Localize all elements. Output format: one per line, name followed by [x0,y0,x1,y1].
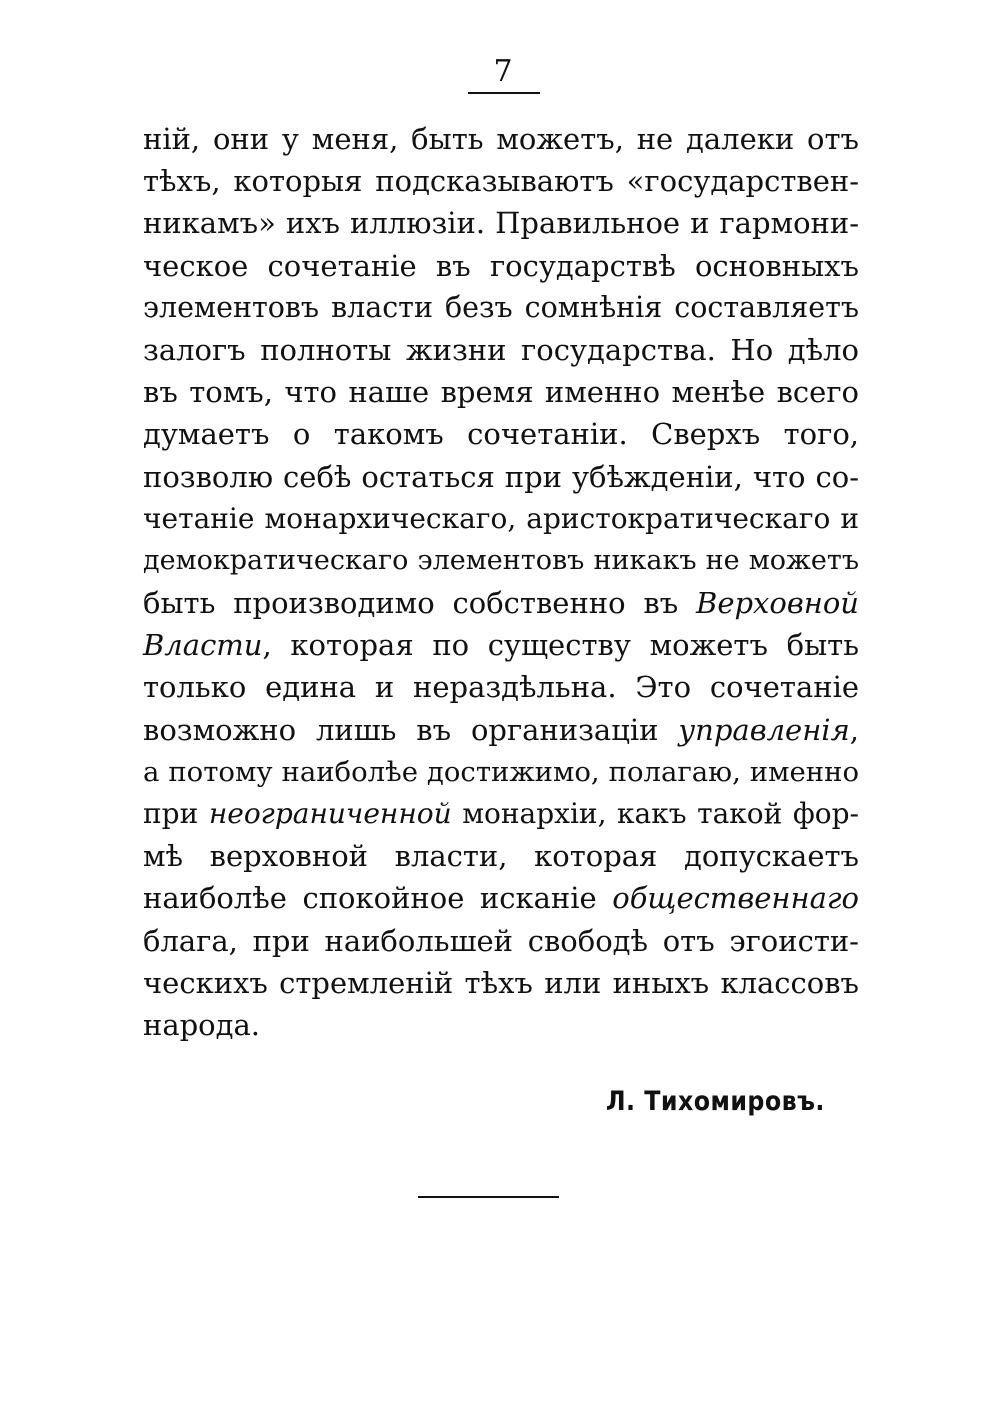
text-line [143,160,859,202]
text-segment: возможно лишь въ организаціи [143,712,679,747]
text-line [143,202,859,244]
text-segment: тѣхъ, которыя подсказываютъ «государствен- [143,164,859,199]
text-line [143,287,859,329]
text-line [143,835,859,877]
text-line [143,329,859,371]
text-segment: народа. [143,1007,261,1042]
text-line [143,456,859,498]
text-segment: думаетъ о такомъ сочетаніи. Сверхъ того, [143,417,859,452]
italic-text: неограниченной [208,797,452,830]
text-line [143,413,859,455]
text-segment: ческое сочетаніе въ государствѣ основныхъ [143,248,859,283]
text-segment: блага, при наибольшей свободѣ отъ эгоисти- [143,923,859,958]
text-line [143,540,859,582]
text-segment: быть производимо собственно въ [143,586,697,621]
text-segment: позволю себѣ остаться при убѣжденіи, что со- [143,459,859,494]
text-line [143,1004,859,1046]
body-text [143,118,859,1046]
text-segment: демократическаго элементовъ никакъ не можетъ [143,544,859,576]
text-line [143,793,859,835]
text-segment: наиболѣе спокойное исканіе [143,881,613,916]
text-segment: элементовъ власти безъ сомнѣнія составляетъ [143,290,859,324]
text-line [143,582,859,624]
text-line [143,709,859,751]
text-line [143,751,859,793]
text-segment: никамъ» ихъ иллюзіи. Правильное и гармони- [143,206,859,241]
text-segment: въ томъ, что наше время именно менѣе всего [143,375,859,410]
text-segment: четаніе монархическаго, аристократическаго и [143,501,859,535]
italic-text: Верховной [696,586,859,621]
text-line [143,877,859,919]
text-segment: монархіи, какъ такой фор- [451,797,859,830]
italic-text: общественнаго [612,881,859,916]
text-segment: а потому наиболѣе достижимо, полагаю, именно [143,755,859,788]
text-segment: при [143,797,209,830]
text-line [143,371,859,413]
page-number-rule [468,92,540,94]
text-segment: ческихъ стремленій тѣхъ или иныхъ классовъ [143,965,859,1000]
text-segment: ній, они у меня, быть можетъ, не далеки отъ [143,122,859,156]
text-line [143,245,859,287]
text-line [143,920,859,962]
text-line [143,118,859,160]
italic-text: управленія [678,712,850,747]
text-segment: залогъ полноты жизни государства. Но дѣло [143,332,859,367]
text-line [143,962,859,1004]
text-segment: , [849,712,859,747]
text-segment: только едина и нераздѣльна. Это сочетаніе [143,670,859,705]
author-signature: Л. Тихомировъ. [605,1086,825,1117]
page-number: 7 [493,54,513,89]
text-line [143,624,859,666]
text-segment: мѣ верховной власти, которая допускаетъ [143,839,859,874]
end-rule [418,1196,559,1198]
text-line [143,498,859,540]
text-line [143,666,859,708]
text-segment: , которая по существу можетъ быть [262,628,859,663]
italic-text: Власти [143,628,263,663]
